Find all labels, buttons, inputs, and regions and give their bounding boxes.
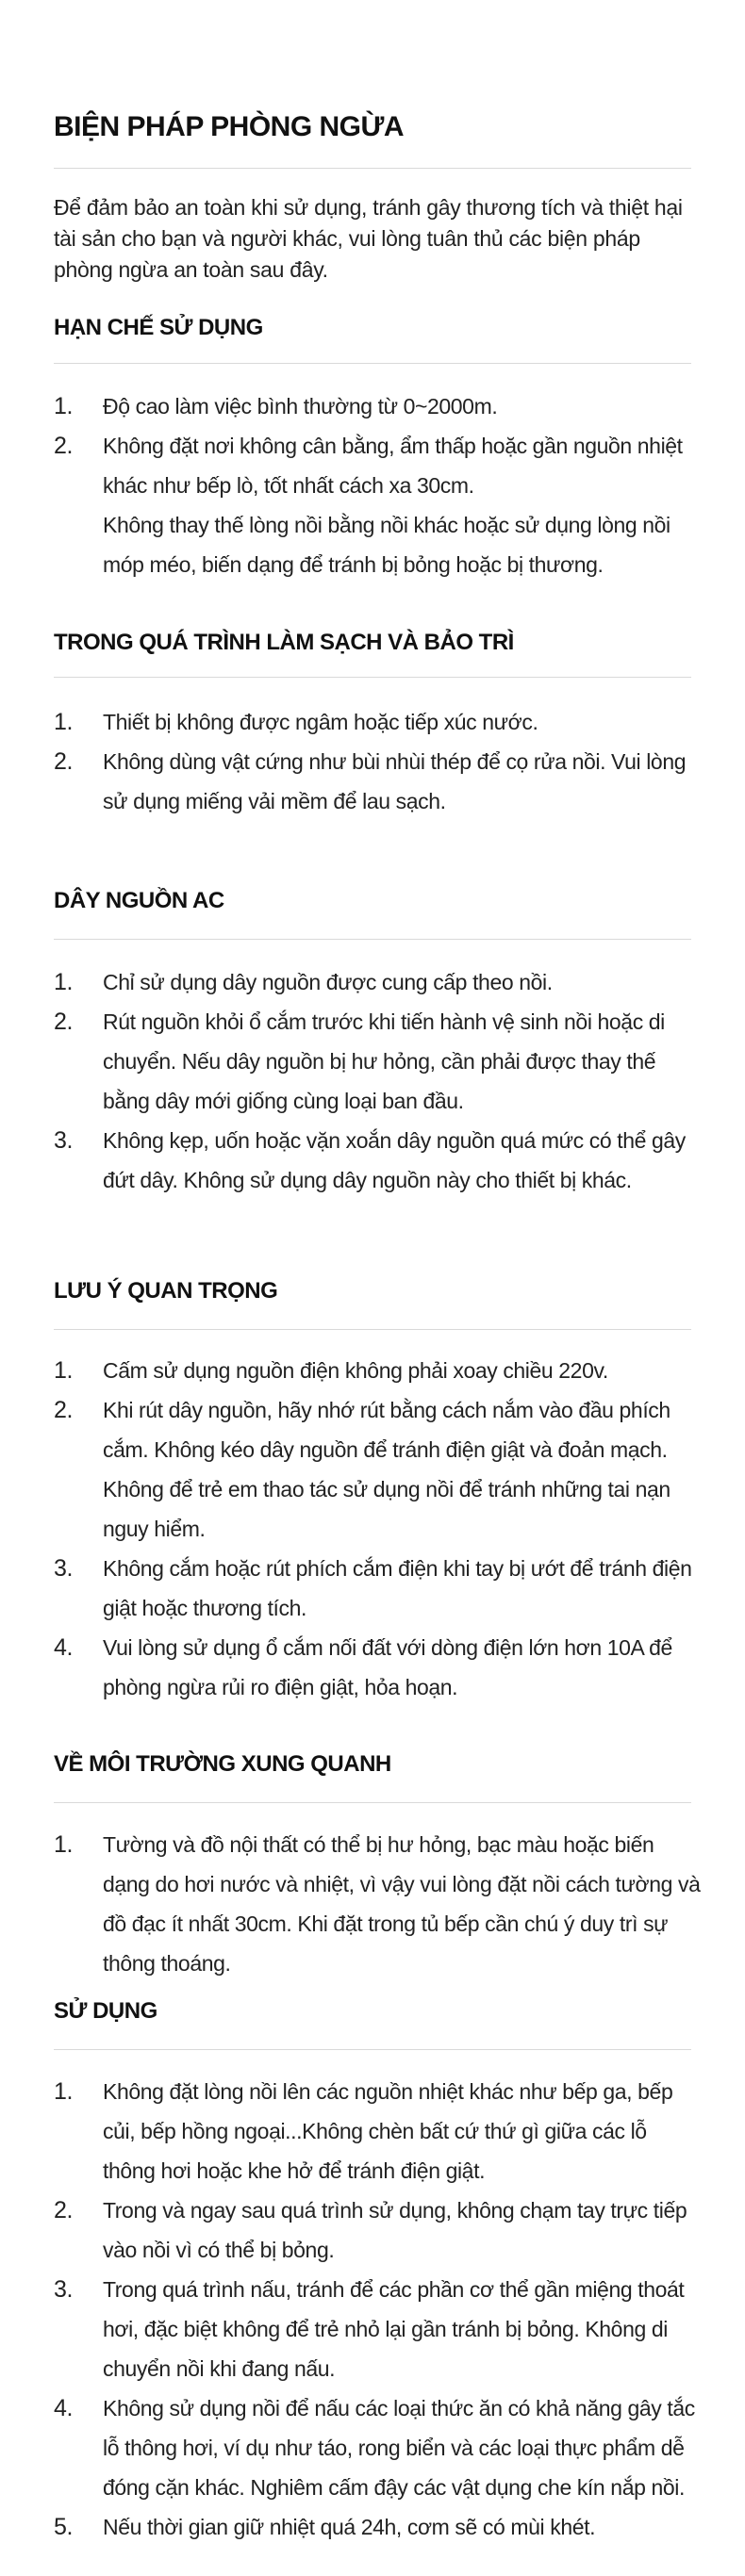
item-extra-text: Không thay thế lòng nồi bằng nồi khác hoặc sử dụng lòng nồi móp méo, biến dạng để tránh bị bỏng hoặc bị thương. [103,513,670,577]
item-number: 2. [54,1009,74,1035]
intro-paragraph: Để đảm bảo an toàn khi sử dụng, tránh gây thương tích và thiệt hại tài sản cho bạn và người khác, vui lòng tuân thủ các biện pháp phòng ngừa an toàn sau đây. [54,195,683,282]
item-number: 4. [54,1634,74,1661]
item-number: 1. [54,1357,74,1384]
item-text: Trong và ngay sau quá trình sử dụng, không chạm tay trực tiếp vào nồi vì có thể bị bỏng. [103,2198,687,2262]
list-item [54,2270,704,2388]
section-heading-environment: VỀ MÔI TRƯỜNG XUNG QUANH [54,1751,391,1777]
list-item [54,2507,704,2547]
list-item [54,1351,704,1390]
item-text: Trong quá trình nấu, tránh để các phần cơ thể gần miệng thoát hơi, đặc biệt không để trẻ nhỏ lại gần tránh bị bỏng. Không di chuyển nồi khi đang nấu. [103,2277,685,2381]
list-item [54,1549,704,1628]
item-text: Chỉ sử dụng dây nguồn được cung cấp theo nồi. [103,970,553,994]
list-item [54,2388,704,2507]
item-number: 1. [54,1831,74,1858]
list-item [54,962,704,1002]
item-number: 5. [54,2514,74,2540]
list-item [54,2072,704,2190]
item-number: 2. [54,2197,74,2223]
item-text: Tường và đồ nội thất có thể bị hư hỏng, bạc màu hoặc biến dạng do hơi nước và nhiệt, vì vậy vui lòng đặt nồi cách tường và đồ đạc ít nhất 30cm. Khi đặt trong tủ bếp cần chú ý duy trì sự thông thoáng. [103,1832,701,1976]
item-text: Không đặt lòng nồi lên các nguồn nhiệt khác như bếp ga, bếp củi, bếp hồng ngoại...Không chèn bất cứ thứ gì giữa các lỗ thông hơi hoặc khe hở để tránh điện giật. [103,2079,673,2183]
divider [54,939,691,940]
cleaning-list [54,702,704,821]
list-item [54,1628,704,1707]
list-item [54,1002,704,1121]
item-text: Không cắm hoặc rút phích cắm điện khi tay bị ướt để tránh điện giật hoặc thương tích. [103,1556,692,1620]
item-text: Thiết bị không được ngâm hoặc tiếp xúc nước. [103,710,538,734]
usage-limits-list [54,386,704,584]
section-heading-cleaning: TRONG QUÁ TRÌNH LÀM SẠCH VÀ BẢO TRÌ [54,630,514,655]
section-heading-usage: SỬ DỤNG [54,1998,157,2024]
item-text: Nếu thời gian giữ nhiệt quá 24h, cơm sẽ có mùi khét. [103,2515,596,2539]
item-number: 3. [54,2276,74,2303]
list-item [54,702,704,742]
item-number: 2. [54,1397,74,1423]
section-heading-usage-limits: HẠN CHẾ SỬ DỤNG [54,315,263,340]
list-item [54,386,704,426]
item-text: Rút nguồn khỏi ổ cắm trước khi tiến hành vệ sinh nồi hoặc di chuyển. Nếu dây nguồn bị hư hỏng, cần phải được thay thế bằng dây mới giống cùng loại ban đầu. [103,1009,665,1113]
item-text: Cấm sử dụng nguồn điện không phải xoay chiều 220v. [103,1358,608,1383]
divider [54,168,691,169]
divider [54,1329,691,1330]
item-number: 4. [54,2395,74,2421]
environment-list [54,1825,704,1983]
list-item [54,1825,704,1983]
ac-cord-list [54,962,704,1200]
item-number: 2. [54,433,74,459]
section-heading-ac-cord: DÂY NGUỒN AC [54,888,224,913]
item-text: Không dùng vật cứng như bùi nhùi thép để cọ rửa nồi. Vui lòng sử dụng miếng vải mềm để lau sạch. [103,749,687,813]
divider [54,677,691,678]
page-title: BIỆN PHÁP PHÒNG NGỪA [54,111,405,142]
item-text: Độ cao làm việc bình thường từ 0~2000m. [103,394,498,418]
item-text: Khi rút dây nguồn, hãy nhớ rút bằng cách nắm vào đầu phích cắm. Không kéo dây nguồn để tránh điện giật và đoản mạch. Không để trẻ em thao tác sử dụng nồi để tránh những tai nạn nguy hiểm. [103,1398,670,1541]
usage-list [54,2072,704,2547]
divider [54,363,691,364]
item-number: 3. [54,1555,74,1582]
item-text: Không kẹp, uốn hoặc vặn xoắn dây nguồn quá mức có thể gây đứt dây. Không sử dụng dây nguồn này cho thiết bị khác. [103,1128,686,1192]
item-text: Không đặt nơi không cân bằng, ẩm thấp hoặc gần nguồn nhiệt khác như bếp lò, tốt nhất cách xa 30cm. [103,434,683,498]
item-number: 1. [54,2078,74,2105]
list-item [54,742,704,821]
item-number: 3. [54,1127,74,1154]
list-item [54,2190,704,2270]
item-number: 1. [54,393,74,419]
item-text: Vui lòng sử dụng ổ cắm nối đất với dòng điện lớn hơn 10A để phòng ngừa rủi ro điện giật, hỏa hoạn. [103,1635,672,1699]
list-item [54,1121,704,1200]
item-text: Không sử dụng nồi để nấu các loại thức ăn có khả năng gây tắc lỗ thông hơi, ví dụ như táo, rong biển và các loại thực phẩm dễ đóng cặn khác. Nghiêm cấm đậy các vật dụng che kín nắp nồi. [103,2396,695,2500]
section-heading-important-notes: LƯU Ý QUAN TRỌNG [54,1278,278,1304]
list-item [54,1390,704,1549]
list-item [54,426,704,584]
item-number: 1. [54,969,74,995]
item-number: 2. [54,748,74,775]
item-number: 1. [54,709,74,735]
divider [54,2049,691,2050]
divider [54,1802,691,1803]
important-notes-list [54,1351,704,1707]
